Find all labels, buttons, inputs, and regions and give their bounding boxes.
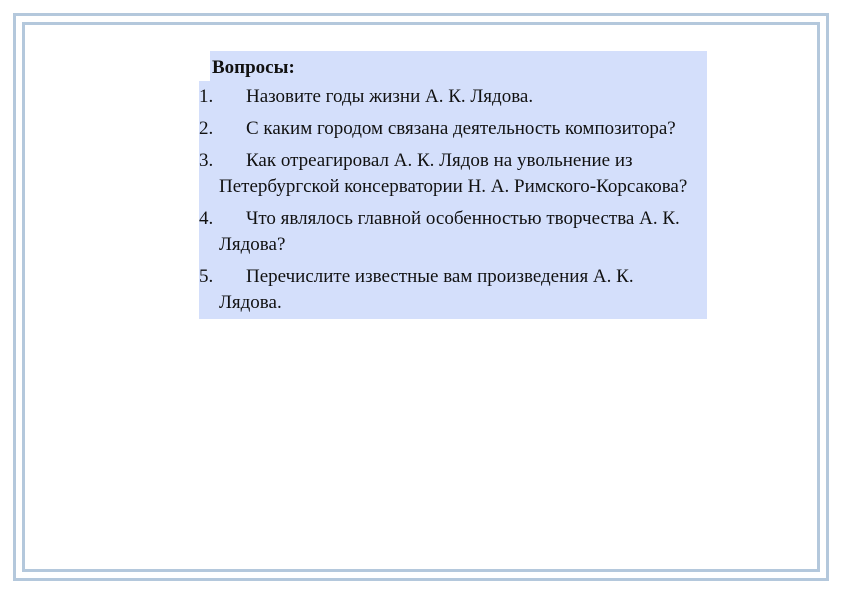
question-text	[219, 116, 697, 142]
question-text-content: С каким городом связана деятельность композитора?	[246, 118, 676, 139]
list-item	[199, 261, 707, 319]
question-number: 5.	[199, 266, 214, 287]
list-item	[199, 81, 707, 113]
questions-heading: Вопросы:	[210, 51, 707, 81]
question-text-content: Что являлось главной особенностью творчества А. К. Лядова?	[219, 208, 680, 255]
list-item	[199, 145, 707, 203]
page-frame-outer	[13, 13, 829, 581]
questions-block	[199, 51, 707, 319]
question-number: 3.	[199, 150, 214, 171]
question-number: 4.	[199, 208, 214, 229]
questions-list	[199, 81, 707, 319]
question-number: 2.	[199, 118, 214, 139]
question-text	[219, 148, 697, 200]
question-text-content: Перечислите известные вам произведения А. К. Лядова.	[219, 266, 634, 313]
question-text-content: Назовите годы жизни А. К. Лядова.	[246, 86, 534, 107]
question-text	[219, 264, 697, 316]
list-item	[199, 113, 707, 145]
page-frame-inner	[22, 22, 820, 572]
question-number: 1.	[199, 86, 214, 107]
list-item	[199, 203, 707, 261]
question-text	[219, 84, 697, 110]
question-text	[219, 206, 697, 258]
question-text-content: Как отреагировал А. К. Лядов на увольнение из Петербургской консерватории Н. А. Римского-Корсакова?	[219, 150, 688, 197]
